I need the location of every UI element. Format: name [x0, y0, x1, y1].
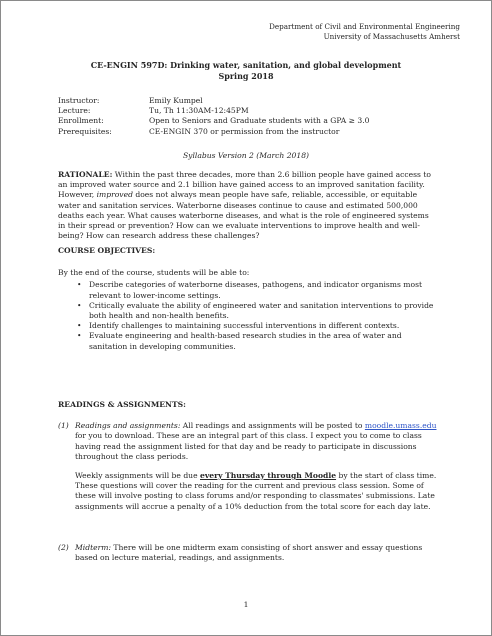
- due-emphasis: every Thursday through Moodle: [200, 471, 337, 481]
- course-title-block: [1, 60, 491, 81]
- readings-heading: READINGS & ASSIGNMENTS:: [58, 400, 186, 409]
- objectives-list: [58, 280, 438, 351]
- item-label: Midterm:: [75, 543, 111, 552]
- info-label: Prerequisites:: [58, 126, 112, 136]
- objectives-heading: COURSE OBJECTIVES:: [58, 246, 156, 255]
- bullet-icon: •: [77, 300, 82, 310]
- para-text-a: Weekly assignments will be due: [75, 471, 200, 481]
- course-title: CE-ENGIN 597D: Drinking water, sanitation, and global development: [90, 60, 402, 70]
- weekly-assignments-paragraph: [75, 471, 438, 512]
- department-header: [269, 22, 460, 41]
- readings-item-2: [58, 543, 438, 563]
- rationale-section: [58, 170, 438, 241]
- rationale-heading: RATIONALE:: [58, 170, 113, 179]
- item-label: Readings and assignments:: [75, 421, 181, 431]
- info-row-instructor: [58, 96, 370, 106]
- info-row-prerequisites: [58, 127, 370, 137]
- item-text: [75, 543, 438, 563]
- list-item: [58, 331, 438, 351]
- info-value: CE-ENGIN 370 or permission from the instructor: [149, 126, 340, 136]
- objective-text: Critically evaluate the ability of engineered water and sanitation interventions to provide both health and non-health benefits.: [89, 300, 434, 321]
- info-value: Emily Kumpel: [149, 96, 203, 105]
- page-number: 1: [243, 600, 249, 609]
- info-value: Tu, Th 11:30AM-12:45PM: [149, 106, 249, 116]
- list-item: [58, 321, 438, 331]
- bullet-icon: •: [77, 280, 82, 290]
- item-number: (2): [58, 543, 69, 552]
- objective-text: Evaluate engineering and health-based research studies in the area of water and sanitation in developing communities.: [89, 331, 402, 351]
- info-value: Open to Seniors and Graduate students with a GPA ≥ 3.0: [149, 116, 370, 126]
- info-row-enrollment: [58, 116, 370, 126]
- midterm-text: There will be one midterm exam consisting of short answer and essay questions based on lecture material, readings, and assignments.: [75, 543, 423, 563]
- item-text: [75, 421, 438, 462]
- rationale-text-1: Within the past three decades, more than 2.6 billion people have gained access to an improved water source and 2.1 billion have gained access to an improved sanitation facility. However,: [58, 170, 431, 200]
- objectives-section: [58, 246, 438, 352]
- syllabus-version: Syllabus Version 2 (March 2018): [182, 151, 310, 160]
- info-row-lecture: [58, 106, 370, 116]
- item-text-b: for you to download. These are an integral part of this class. I expect you to come to class having read the assignment listed for that day and be ready to participate in discussions throughout the class periods.: [75, 431, 422, 461]
- bullet-icon: •: [77, 331, 82, 341]
- rationale-emphasis: improved: [96, 190, 133, 200]
- course-term: Spring 2018: [218, 70, 274, 81]
- rationale-text-2: does not always mean people have safe, reliable, accessible, or equitable water and sanitation services. Waterborne diseases continue to cause and estimated 500,000 deaths each year. What causes waterborne diseases, and what is the role of engineered systems in their spread or prevention? How can we evaluate interventions to improve health and well-being? How can research address these challenges?: [58, 190, 429, 241]
- objective-text: Describe categories of waterborne diseases, pathogens, and indicator organisms most relevant to lower-income settings.: [89, 280, 423, 300]
- objectives-intro: By the end of the course, students will be able to:: [58, 268, 250, 278]
- list-item: [58, 280, 438, 300]
- info-label: Enrollment:: [58, 116, 104, 126]
- moodle-link[interactable]: moodle.umass.edu: [364, 421, 437, 431]
- info-label: Instructor:: [58, 96, 100, 105]
- course-info: [58, 96, 370, 137]
- para-text-b: by the start of class time. These questions will cover the reading for the current and previous class session. Some of these will involve posting to class forums and/or responding to classmates' submissions. Late assignments will accrue a penalty of a 10% deduction from the total score for each day late.: [75, 471, 437, 511]
- readings-item-1: [58, 421, 438, 462]
- university-name: University of Massachusetts Amherst: [323, 31, 460, 41]
- list-item: [58, 301, 438, 321]
- readings-section: [58, 400, 438, 512]
- objective-text: Identify challenges to maintaining successful interventions in different contexts.: [89, 321, 400, 331]
- item-number: (1): [58, 421, 69, 431]
- item-text-a: All readings and assignments will be posted to: [180, 421, 365, 431]
- info-label: Lecture:: [58, 106, 91, 116]
- department-name: Department of Civil and Environmental Engineering: [269, 22, 460, 31]
- bullet-icon: •: [77, 321, 82, 331]
